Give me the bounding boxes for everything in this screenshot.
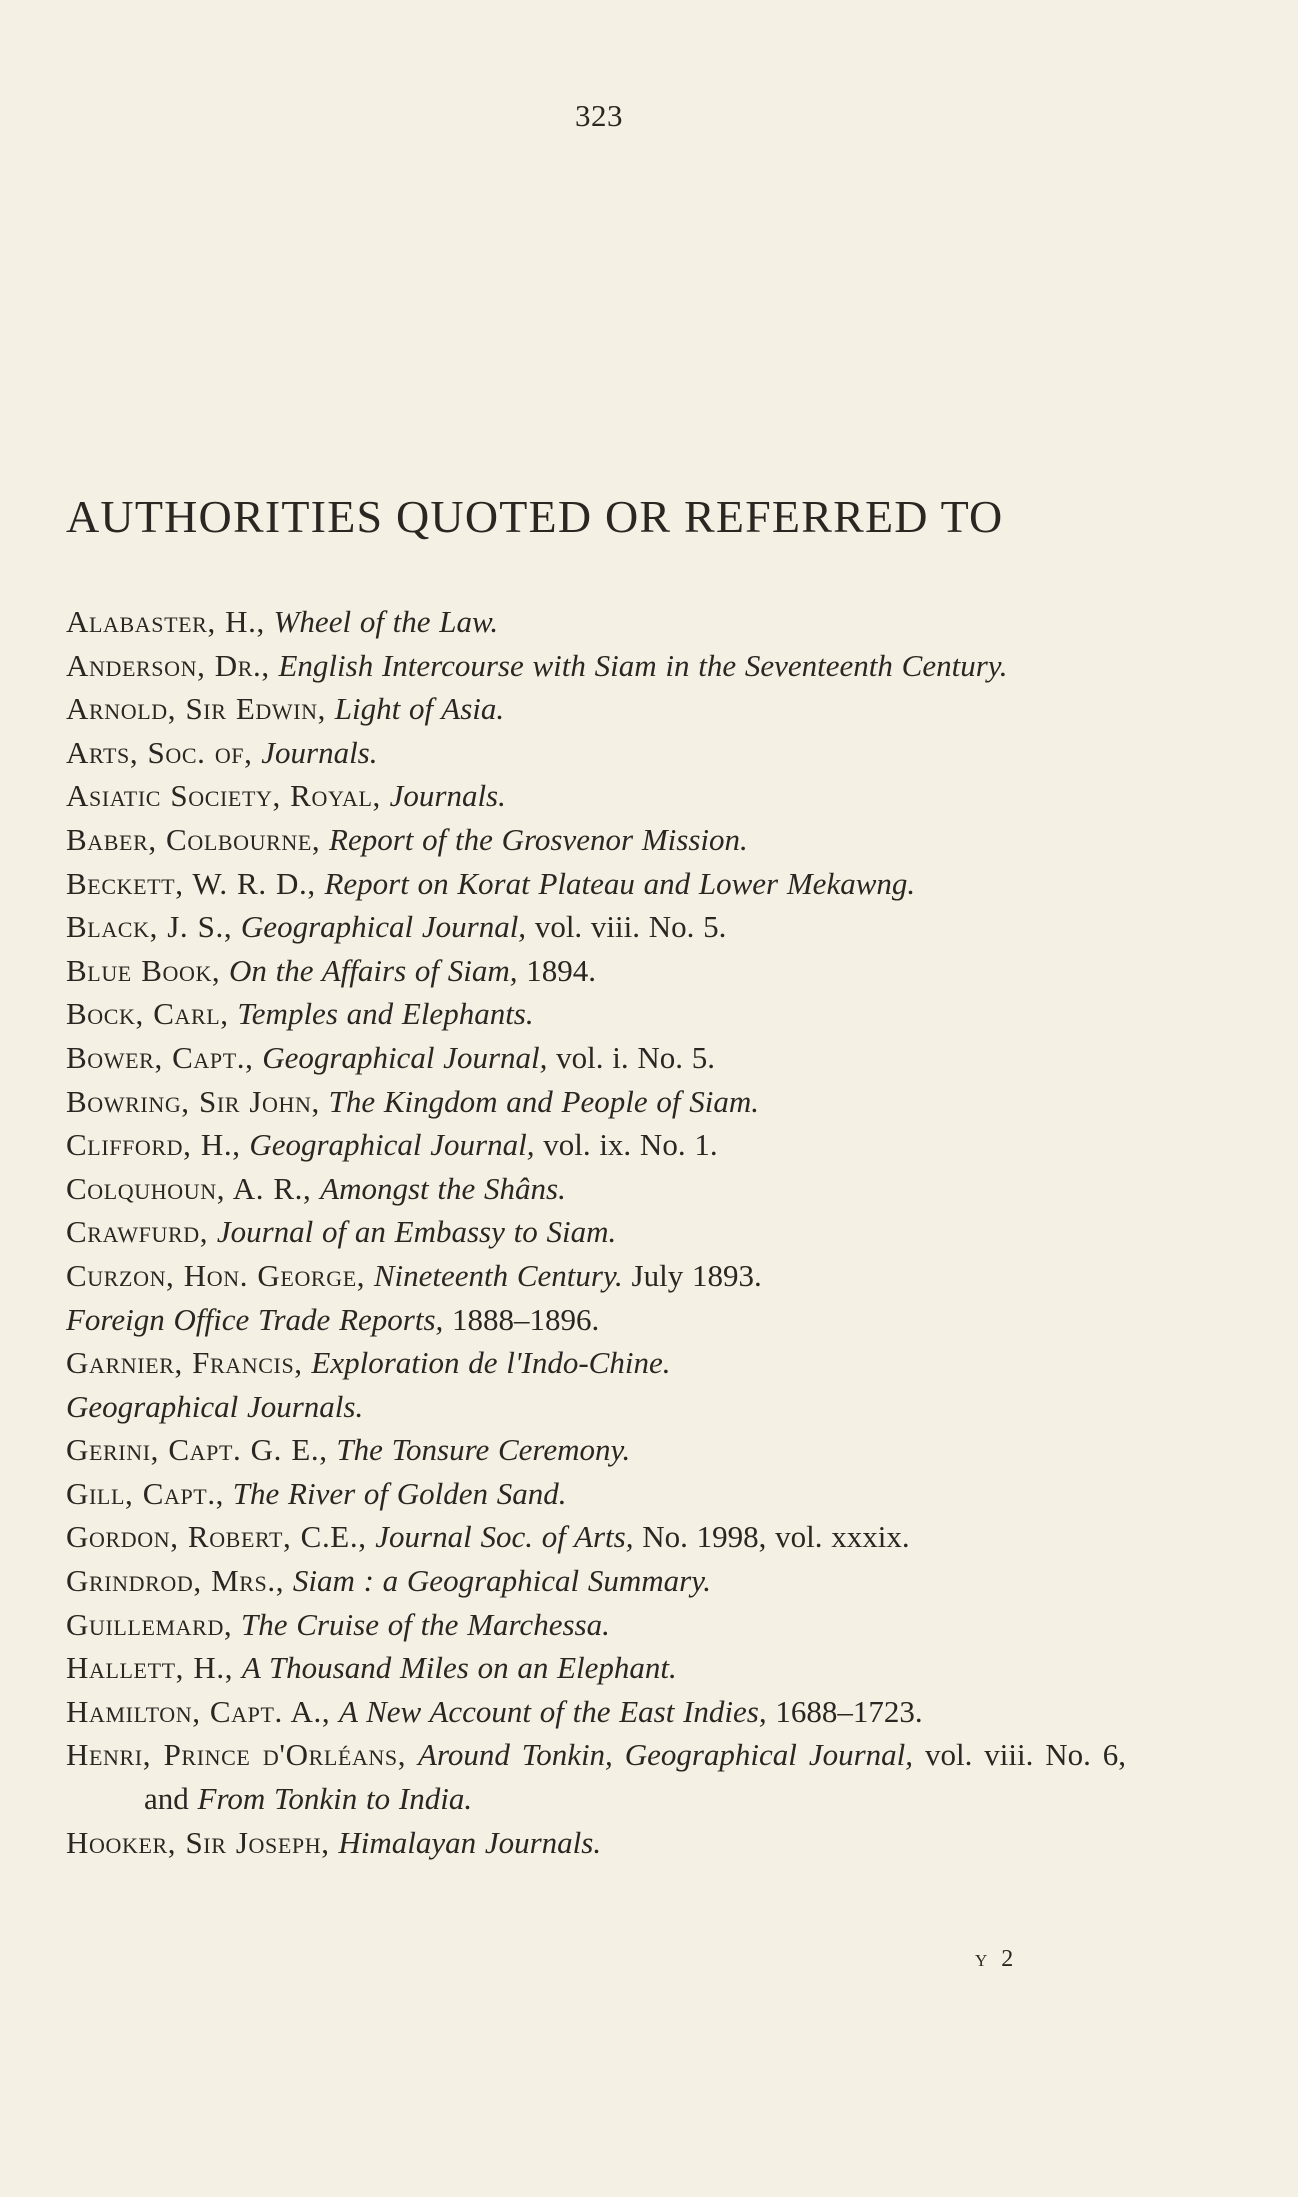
work-title: On the Affairs of Siam,: [229, 952, 518, 988]
work-title: A Thousand Miles on an Elephant.: [241, 1650, 677, 1686]
list-item: [66, 731, 1126, 775]
citation-detail: vol. ix. No. 1.: [543, 1127, 718, 1163]
work-title: Light of Asia.: [334, 691, 505, 727]
citation-detail: vol. viii. No. 5.: [534, 909, 727, 945]
author-name: Gerini, Capt. G. E.,: [66, 1432, 328, 1468]
work-title: Report on Korat Plateau and Lower Mekawng.: [324, 865, 916, 901]
citation-detail: 1888–1896.: [452, 1301, 600, 1337]
author-name: Alabaster, H.,: [66, 604, 265, 639]
page-heading: AUTHORITIES QUOTED OR REFERRED TO: [66, 491, 1004, 542]
work-title: Journals.: [389, 778, 506, 814]
work-title: Siam : a Geographical Summary.: [292, 1563, 711, 1599]
list-item: [66, 1080, 1126, 1124]
author-name: Gill, Capt.,: [66, 1475, 225, 1511]
list-item: [66, 1603, 1126, 1647]
list-item: [66, 1254, 1126, 1298]
work-title: Geographical Journal,: [240, 909, 527, 945]
work-title: Journal of an Embassy to Siam.: [216, 1214, 617, 1250]
work-title-secondary: From Tonkin to India.: [197, 1781, 473, 1817]
author-name: Baber, Colbourne,: [66, 821, 321, 857]
list-item: [66, 1123, 1126, 1167]
list-item: [66, 1690, 1126, 1734]
work-title: Report of the Grosvenor Mission.: [329, 821, 748, 857]
author-name: Asiatic Society, Royal,: [66, 778, 381, 814]
author-name: Colquhoun, A. R.,: [66, 1170, 312, 1206]
citation-detail: 1688–1723.: [775, 1693, 923, 1729]
list-item: [66, 687, 1126, 731]
work-title: The Kingdom and People of Siam.: [328, 1083, 759, 1119]
author-name: Bowring, Sir John,: [66, 1083, 320, 1119]
list-item: [66, 1559, 1126, 1603]
work-title: A New Account of the East Indies,: [338, 1693, 767, 1729]
work-title: Geographical Journal,: [249, 1127, 535, 1163]
citation-detail: 1894.: [526, 952, 596, 988]
list-item: [66, 1515, 1126, 1559]
work-title: Journal Soc. of Arts,: [375, 1519, 634, 1555]
author-name: Anderson, Dr.,: [66, 647, 270, 683]
author-name: Crawfurd,: [66, 1214, 209, 1250]
list-item: [66, 1036, 1126, 1080]
work-title: Exploration de l'Indo-Chine.: [311, 1345, 671, 1381]
work-title: Geographical Journals.: [66, 1388, 364, 1424]
list-item: [66, 1210, 1126, 1254]
list-item: [66, 862, 1126, 906]
page-number: 323: [575, 98, 623, 133]
author-name: Grindrod, Mrs.,: [66, 1563, 285, 1599]
author-name: Hooker, Sir Joseph,: [66, 1824, 330, 1860]
author-name: Hamilton, Capt. A.,: [66, 1693, 331, 1729]
citation-detail: No. 1998, vol. xxxix.: [642, 1519, 910, 1555]
list-item: [66, 1167, 1126, 1211]
authorities-list: [66, 600, 1126, 1864]
list-item: [66, 949, 1126, 993]
list-item: [66, 644, 1126, 688]
work-title: Wheel of the Law.: [273, 604, 499, 639]
list-item: [66, 1821, 1126, 1865]
author-name: Beckett, W. R. D.,: [66, 865, 316, 901]
work-title: The Cruise of the Marchessa.: [241, 1606, 610, 1642]
work-title: Himalayan Journals.: [338, 1824, 602, 1860]
work-title: English Intercourse with Siam in the Seventeenth Century.: [278, 647, 1008, 683]
citation-detail: vol. viii. No. 6, and: [144, 1737, 1127, 1817]
list-item: [66, 1385, 1126, 1429]
author-name: Bock, Carl,: [66, 996, 229, 1032]
list-item: [66, 1733, 1126, 1820]
author-name: Henri, Prince d'Orléans,: [66, 1737, 407, 1773]
list-item: [66, 992, 1126, 1036]
signature-mark: y 2: [975, 1946, 1018, 1972]
author-name: Blue Book,: [66, 952, 221, 988]
list-item: [66, 1341, 1126, 1385]
list-item: [66, 774, 1126, 818]
author-name: Bower, Capt.,: [66, 1039, 254, 1075]
list-item: [66, 1472, 1126, 1516]
author-name: Hallett, H.,: [66, 1650, 234, 1686]
author-name: Gordon, Robert, C.E.,: [66, 1519, 367, 1555]
list-item: [66, 1428, 1126, 1472]
work-title: Temples and Elephants.: [237, 996, 534, 1032]
citation-detail: vol. i. No. 5.: [556, 1039, 715, 1075]
work-title: Journals.: [261, 734, 378, 770]
work-title: Around Tonkin, Geographical Journal,: [418, 1737, 914, 1773]
author-name: Clifford, H.,: [66, 1127, 241, 1163]
list-item: [66, 818, 1126, 862]
author-name: Guillemard,: [66, 1606, 233, 1642]
citation-detail: July 1893.: [631, 1257, 762, 1293]
list-item: [66, 1646, 1126, 1690]
author-name: Curzon, Hon. George,: [66, 1257, 366, 1293]
work-title: Geographical Journal,: [262, 1039, 548, 1075]
work-title: Nineteenth Century.: [373, 1257, 623, 1293]
author-name: Arts, Soc. of,: [66, 734, 253, 770]
list-item: [66, 600, 1126, 644]
work-title: Foreign Office Trade Reports,: [66, 1301, 444, 1337]
list-item: [66, 905, 1126, 949]
work-title: Amongst the Shâns.: [320, 1170, 566, 1206]
author-name: Black, J. S.,: [66, 909, 233, 945]
list-item: [66, 1298, 1126, 1342]
work-title: The Tonsure Ceremony.: [336, 1432, 631, 1468]
work-title: The River of Golden Sand.: [232, 1475, 567, 1511]
author-name: Arnold, Sir Edwin,: [66, 691, 327, 727]
author-name: Garnier, Francis,: [66, 1345, 303, 1381]
